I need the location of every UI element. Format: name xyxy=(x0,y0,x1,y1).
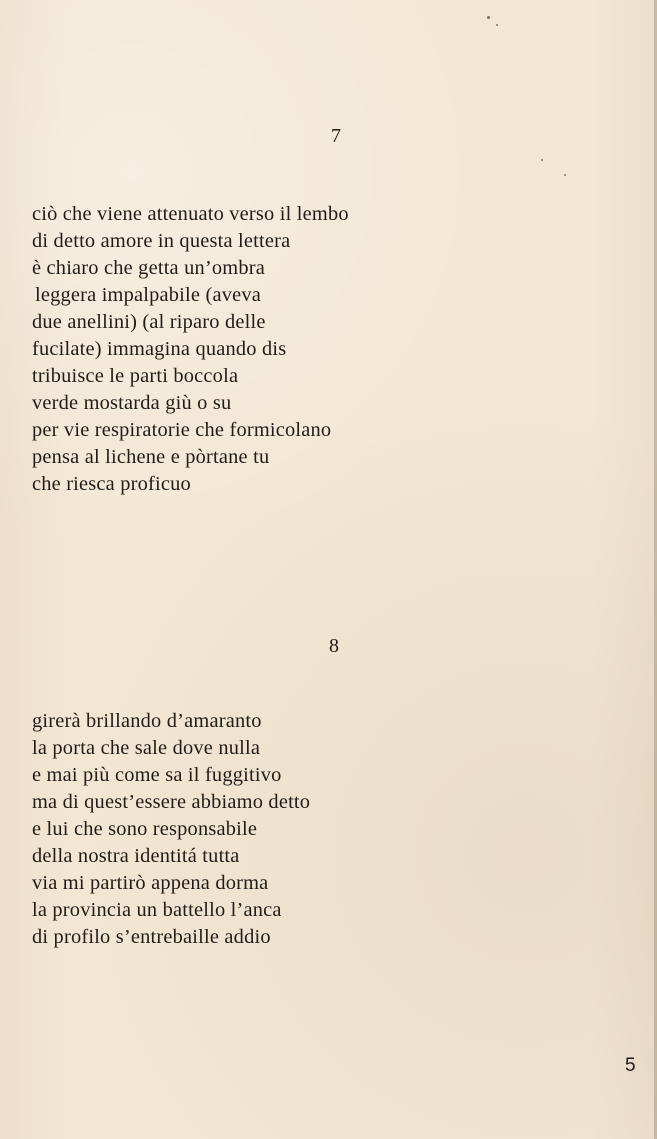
poem-line: ciò che viene attenuato verso il lembo xyxy=(32,203,349,225)
section-number-7: 7 xyxy=(331,125,342,147)
poem-line: leggera impalpabile (aveva xyxy=(35,284,261,306)
poem-line: della nostra identitá tutta xyxy=(32,845,240,867)
paper-speck xyxy=(496,24,498,26)
poem-line: fucilate) immagina quando dis xyxy=(32,338,287,360)
poem-line: ma di quest’essere abbiamo detto xyxy=(32,791,311,813)
poem-line: via mi partirò appena dorma xyxy=(32,872,269,894)
poem-line: di detto amore in questa lettera xyxy=(32,230,291,252)
poem-line: due anellini) (al riparo delle xyxy=(32,311,266,333)
poem-section-8 xyxy=(32,708,310,951)
poem-line: e lui che sono responsabile xyxy=(32,818,258,840)
poem-line: la provincia un battello l’anca xyxy=(32,899,282,921)
poem-line: tribuisce le parti boccola xyxy=(32,365,239,387)
poem-line: la porta che sale dove nulla xyxy=(32,737,261,759)
poem-line: e mai più come sa il fuggitivo xyxy=(32,764,282,786)
poem-section-7 xyxy=(32,201,349,498)
page-number: 5 xyxy=(625,1055,636,1076)
section-number-8: 8 xyxy=(329,635,340,657)
poem-line: che riesca proficuo xyxy=(32,473,191,495)
poem-line: girerà brillando d’amaranto xyxy=(32,710,262,732)
poem-line: pensa al lichene e pòrtane tu xyxy=(32,446,270,468)
paper-speck xyxy=(564,174,566,176)
poem-line: per vie respiratorie che formicolano xyxy=(32,419,332,441)
poem-line: è chiaro che getta un’ombra xyxy=(32,257,265,279)
paper-speck xyxy=(541,159,543,161)
paper-speck xyxy=(487,16,490,19)
poem-line: di profilo s’entrebaille addio xyxy=(32,926,271,948)
poem-line: verde mostarda giù o su xyxy=(32,392,232,414)
